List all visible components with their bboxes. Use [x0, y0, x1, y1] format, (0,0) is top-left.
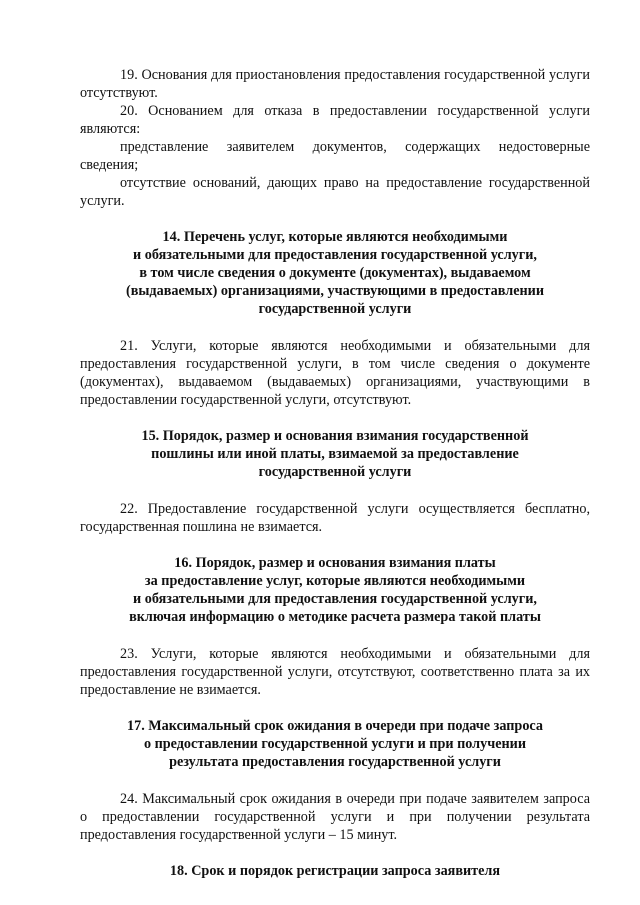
- paragraph-21: 21. Услуги, которые являются необходимыми и обязательными для предоставления государственной услуги, в том числе сведения о документе (документах), выдаваемом (выдаваемых) организациями, участвующими в предоставлении государственной услуги, отсутствуют.: [80, 338, 590, 408]
- heading-line: и обязательными для предоставления государственной услуги,: [133, 247, 537, 263]
- heading-line: 17. Максимальный срок ожидания в очереди при подаче запроса: [127, 718, 543, 734]
- section-heading-16: [80, 554, 590, 626]
- heading-line: о предоставлении государственной услуги и при получении: [143, 736, 527, 752]
- heading-line: (выдаваемых) организациями, участвующими в предоставлении: [125, 283, 545, 299]
- paragraph-22: 22. Предоставление государственной услуги осуществляется бесплатно, государственная пошлина не взимается.: [80, 501, 590, 535]
- heading-line: 15. Порядок, размер и основания взимания государственной: [141, 428, 529, 444]
- document-page: [80, 66, 590, 880]
- paragraph-20: 20. Основанием для отказа в предоставлении государственной услуги являются:: [80, 103, 590, 137]
- heading-line: государственной услуги: [258, 301, 412, 317]
- heading-line: 18. Срок и порядок регистрации запроса заявителя: [169, 863, 501, 879]
- heading-line: и обязательными для предоставления государственной услуги,: [133, 591, 537, 607]
- section-heading-15: [80, 427, 590, 481]
- heading-line: 14. Перечень услуг, которые являются необходимыми: [162, 229, 508, 245]
- paragraph-23: 23. Услуги, которые являются необходимыми и обязательными для предоставления государственной услуги, отсутствуют, соответственно плата за их предоставление не взимается.: [80, 646, 590, 698]
- heading-line: результата предоставления государственной услуги: [169, 754, 501, 770]
- paragraph-19: 19. Основания для приостановления предоставления государственной услуги отсутствуют.: [80, 67, 590, 101]
- section-heading-17: [80, 717, 590, 771]
- paragraph-20-item-1: представление заявителем документов, содержащих недостоверные сведения;: [80, 139, 590, 173]
- section-heading-18: [80, 862, 590, 880]
- paragraph-20-item-2: отсутствие оснований, дающих право на предоставление государственной услуги.: [80, 175, 590, 209]
- section-heading-14: [80, 228, 590, 318]
- heading-line: включая информацию о методике расчета размера такой платы: [129, 609, 541, 625]
- heading-line: пошлины или иной платы, взимаемой за предоставление: [151, 446, 519, 462]
- heading-line: в том числе сведения о документе (документах), выдаваемом: [139, 265, 531, 281]
- heading-line: за предоставление услуг, которые являются необходимыми: [144, 573, 526, 589]
- paragraph-24: 24. Максимальный срок ожидания в очереди при подаче заявителем запроса о предоставлении государственной услуги и при получении результата предоставления государственной услуги – 15 минут.: [80, 791, 590, 843]
- heading-line: 16. Порядок, размер и основания взимания платы: [174, 555, 496, 571]
- heading-line: государственной услуги: [258, 464, 412, 480]
